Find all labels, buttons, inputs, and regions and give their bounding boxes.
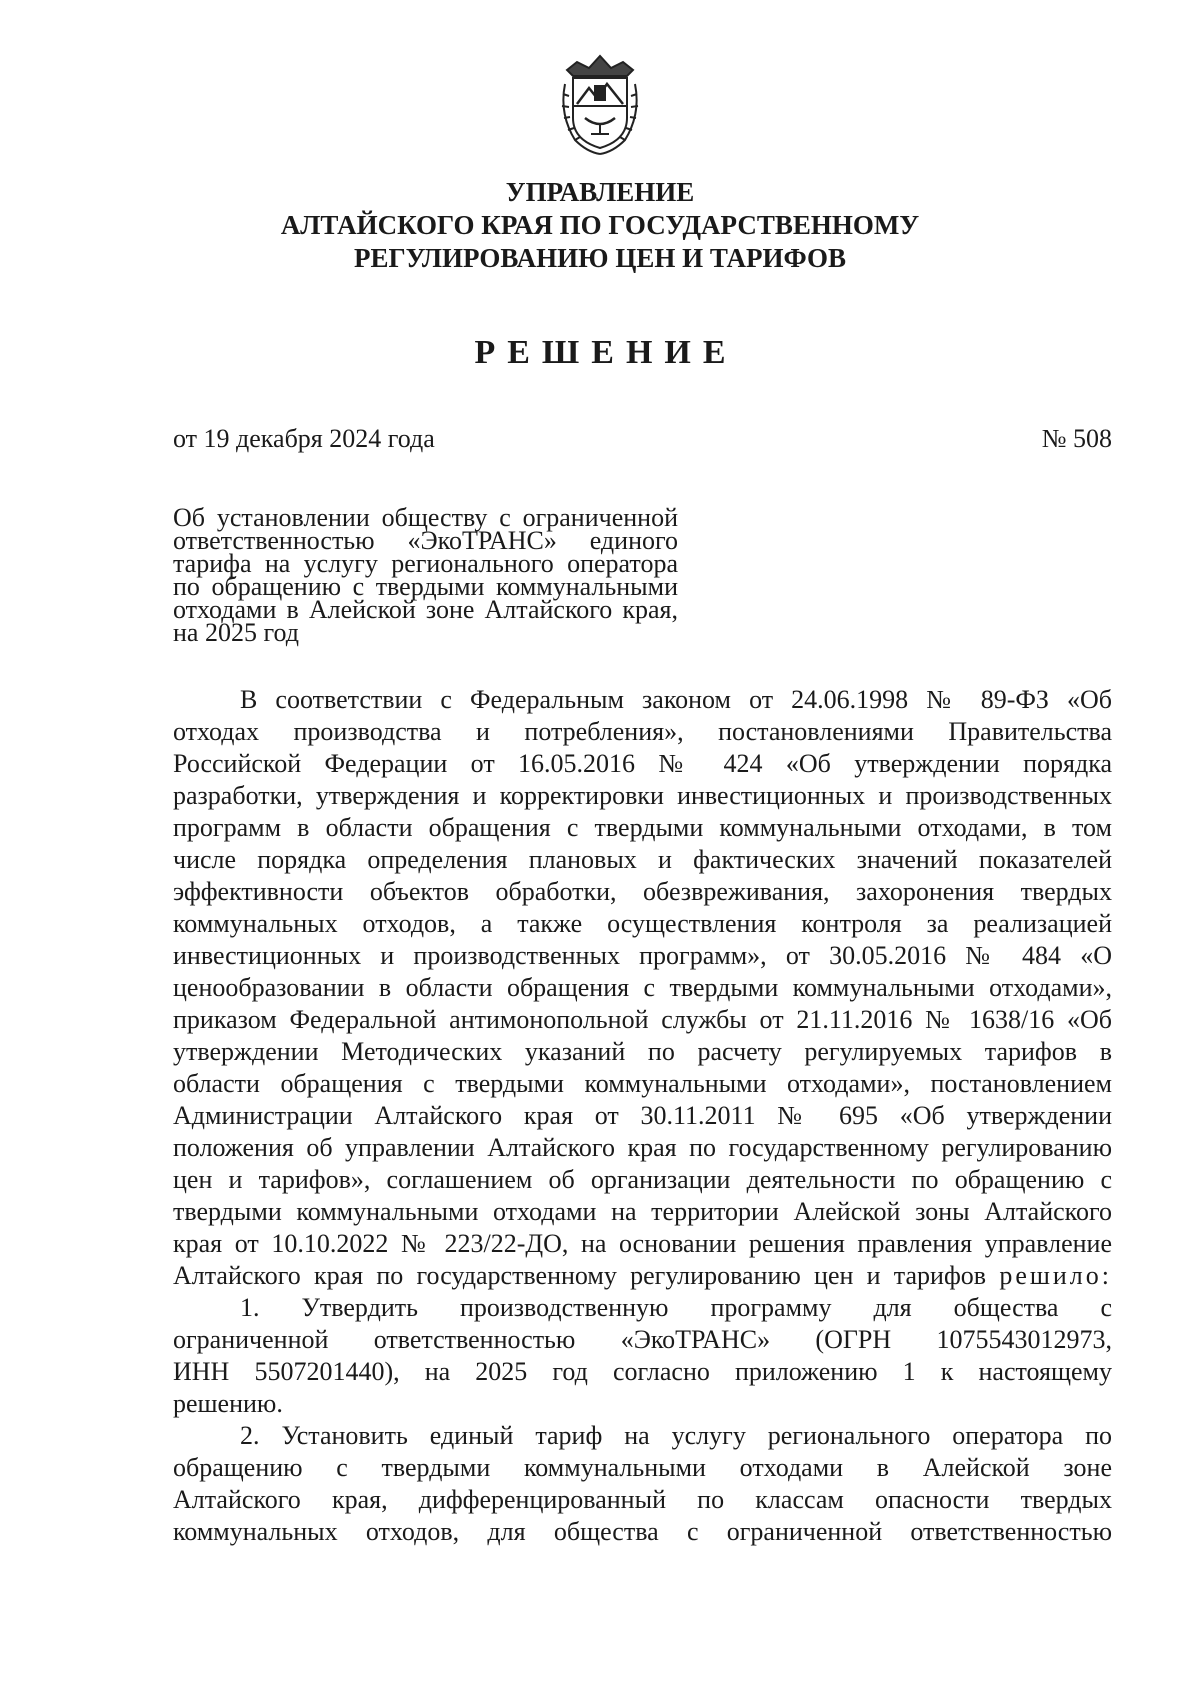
document-type-title: РЕШЕНИЕ	[474, 334, 738, 371]
decided-word: решило:	[999, 1261, 1113, 1290]
body-line: отходах производства и потребления», постановлениями Правительства	[173, 717, 1112, 746]
body-line: края от 10.10.2022 № 223/22-ДО, на основании решения правления управление	[173, 1229, 1112, 1258]
body-line: приказом Федеральной антимонопольной службы от 21.11.2016 № 1638/16 «Об	[173, 1005, 1112, 1034]
document-subject	[173, 503, 678, 647]
body-line: твердыми коммунальными отходами на территории Алейской зоны Алтайского	[173, 1197, 1112, 1226]
subject-line: по обращению с твердыми коммунальными	[173, 572, 678, 601]
body-line-text: Алтайского края по государственному регулированию цен и тарифов	[173, 1261, 987, 1290]
subject-line: тарифа на услугу регионального оператора	[173, 549, 678, 578]
subject-line: Об установлении обществу с ограниченной	[173, 503, 678, 532]
body-line: программ в области обращения с твердыми коммунальными отходами, в том	[173, 813, 1112, 842]
body-line: коммунальных отходов, для общества с ограниченной ответственностью	[173, 1517, 1112, 1546]
subject-line: отходами в Алейской зоне Алтайского края,	[173, 595, 678, 624]
subject-line: на 2025 год	[173, 618, 299, 647]
document-body	[173, 684, 1112, 1548]
body-line: числе порядка определения плановых и фактических значений показателей	[173, 845, 1112, 874]
body-line: области обращения с твердыми коммунальными отходами», постановлением	[173, 1069, 1112, 1098]
document-number: № 508	[1041, 424, 1112, 453]
body-line: Алтайского края, дифференцированный по классам опасности твердых	[173, 1485, 1112, 1514]
authority-line: УПРАВЛЕНИЕ	[505, 177, 695, 207]
document-date: от 19 декабря 2024 года	[173, 424, 435, 453]
body-line: В соответствии с Федеральным законом от 24.06.1998 № 89-ФЗ «Об	[240, 685, 1112, 714]
authority-line: РЕГУЛИРОВАНИЮ ЦЕН И ТАРИФОВ	[353, 243, 847, 273]
body-line: инвестиционных и производственных программ», от 30.05.2016 № 484 «О	[173, 941, 1112, 970]
body-line: эффективности объектов обработки, обезвреживания, захоронения твердых	[173, 877, 1112, 906]
body-line: 1. Утвердить производственную программу для общества с	[240, 1293, 1112, 1322]
issuing-authority	[150, 176, 1050, 275]
body-line: цен и тарифов», соглашением об организации деятельности по обращению с	[173, 1165, 1112, 1194]
body-line: ограниченной ответственностью «ЭкоТРАНС» (ОГРН 1075543012973,	[173, 1325, 1112, 1354]
body-line: коммунальных отходов, а также осуществления контроля за реализацией	[173, 909, 1112, 938]
authority-line: АЛТАЙСКОГО КРАЯ ПО ГОСУДАРСТВЕННОМУ	[280, 210, 920, 240]
body-line: разработки, утверждения и корректировки инвестиционных и производственных	[173, 781, 1112, 810]
body-line: 2. Установить единый тариф на услугу регионального оператора по	[240, 1421, 1112, 1450]
subject-line: ответственностью «ЭкоТРАНС» единого	[173, 526, 678, 555]
body-line: обращению с твердыми коммунальными отходами в Алейской зоне	[173, 1453, 1112, 1482]
body-line: ценообразовании в области обращения с твердыми коммунальными отходами»,	[173, 973, 1112, 1002]
body-line: положения об управлении Алтайского края по государственному регулированию	[173, 1133, 1112, 1162]
body-line: Российской Федерации от 16.05.2016 № 424 «Об утверждении порядка	[173, 749, 1112, 778]
body-line: утверждении Методических указаний по расчету регулируемых тарифов в	[173, 1037, 1112, 1066]
body-line: Администрации Алтайского края от 30.11.2011 № 695 «Об утверждении	[173, 1101, 1112, 1130]
coat-of-arms-icon	[555, 48, 645, 158]
body-line: ИНН 5507201440), на 2025 год согласно приложению 1 к настоящему	[173, 1357, 1112, 1386]
body-line	[173, 1260, 1112, 1292]
body-line: решению.	[173, 1389, 283, 1418]
